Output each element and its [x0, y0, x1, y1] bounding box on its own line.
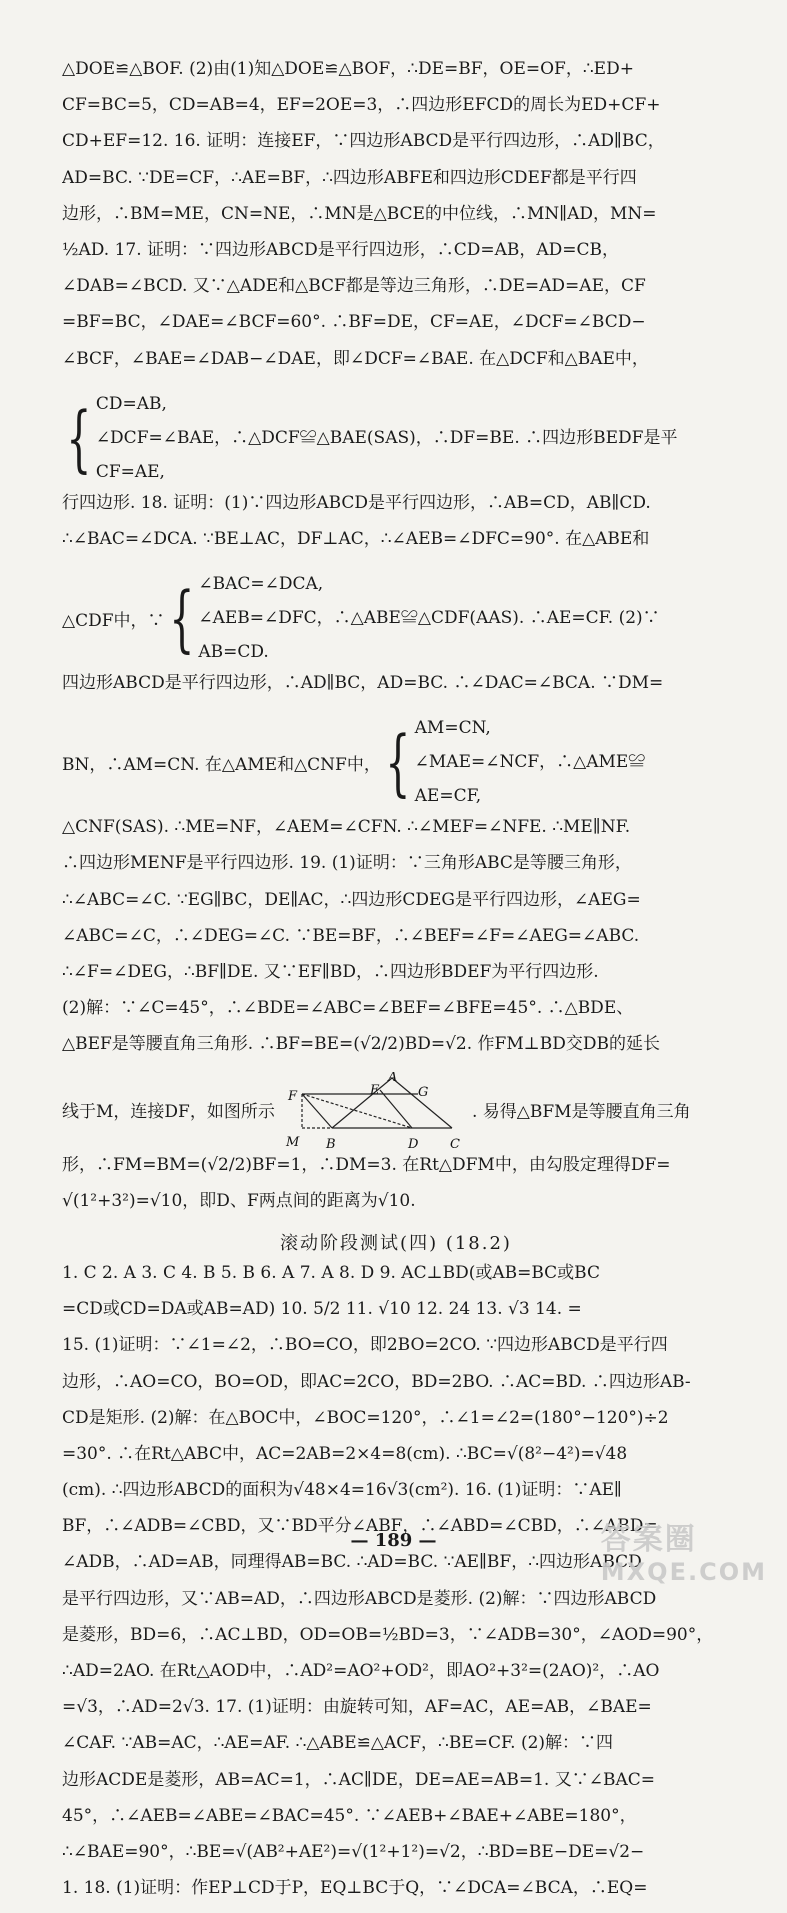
- brace-lines: [96, 387, 678, 489]
- page-number: — 189 —: [350, 1530, 437, 1551]
- text-line: ∴∠ABC=∠C. ∵EG∥BC，DE∥AC，∴四边形CDEG是平行四边形，∠AEG=: [62, 889, 641, 910]
- text-line: ∠CAF. ∵AB=AC，∴AE=AF. ∴△ABE≌△ACF，∴BE=CF. (2)解：∵四: [62, 1733, 614, 1754]
- watermark-en: MXQE.COM: [600, 1558, 767, 1586]
- text-line: =BF=BC，∠DAE=∠BCF=60°. ∴BF=DE，CF=AE，∠DCF=∠BCD−: [62, 312, 646, 333]
- watermark-cn: 答案圈: [600, 1522, 697, 1557]
- text-line: △DOE≌△BOF. (2)由(1)知△DOE≌△BOF，∴DE=BF，OE=OF，∴ED+: [62, 59, 634, 79]
- figure-point-label: F: [288, 1088, 298, 1104]
- text-line: ∠DAB=∠BCD. 又∵△ADE和△BCF都是等边三角形，∴DE=AD=AE，CF: [62, 276, 646, 297]
- text-line: 形，∴FM=BM=(√2/2)BF=1，∴DM=3. 在Rt△DFM中，由勾股定理得DF=: [62, 1154, 671, 1175]
- brace-line: ∠MAE=∠NCF，∴△AME≌: [414, 752, 646, 773]
- text-line: ∴∠F=∠DEG，∴BF∥DE. 又∵EF∥BD，∴四边形BDEF为平行四边形.: [62, 962, 599, 982]
- brace-prefix: △CDF中，∵: [62, 610, 165, 631]
- text-line: 45°，∴∠AEB=∠ABE=∠BAC=45°. ∵∠AEB+∠BAE+∠ABE=180°，: [62, 1805, 637, 1826]
- text-line: ½AD. 17. 证明：∵四边形ABCD是平行四边形，∴CD=AB，AD=CB，: [62, 239, 620, 260]
- text-line: 边形，∴BM=ME，CN=NE，∴MN是△BCE的中位线，∴MN∥AD，MN=: [62, 203, 657, 224]
- figure-point-label: G: [418, 1084, 429, 1100]
- text-line: =√3，∴AD=2√3. 17. (1)证明：由旋转可知，AF=AC，AE=AB，∠BAE=: [62, 1697, 652, 1718]
- figure-point-label: M: [286, 1134, 300, 1150]
- paragraph-block-2: [62, 492, 730, 564]
- equation-system-3: [62, 708, 730, 816]
- brace-line: ∠AEB=∠DFC，∴△ABE≌△CDF(AAS). ∴AE=CF. (2)∵: [198, 608, 660, 629]
- figure-line: [62, 1070, 730, 1154]
- text-line: AD=BC. ∵DE=CF，∴AE=BF，∴四边形ABFE和四边形CDEF都是平行四: [62, 167, 637, 188]
- equation-system-1: [62, 384, 730, 492]
- text-line: =30°. ∴在Rt△ABC中，AC=2AB=2×4=8(cm). ∴BC=√(8²−4²)=√48: [62, 1443, 628, 1464]
- text-line: ∠ADB，∴AD=AB，同理得AB=BC. ∴AD=BC. ∵AE∥BF，∴四边形ABCD: [62, 1552, 642, 1573]
- text-line: CF=BC=5，CD=AB=4，EF=2OE=3，∴四边形EFCD的周长为ED+CF+: [62, 95, 661, 116]
- paragraph-block-1: [62, 58, 730, 384]
- left-brace: {: [168, 576, 195, 661]
- answer-page: [62, 58, 730, 1913]
- paragraph-block-3: [62, 672, 730, 708]
- text-line: 15. (1)证明：∵∠1=∠2，∴BO=CO，即2BO=2CO. ∵四边形ABCD是平行四: [62, 1335, 668, 1356]
- text-line: △BEF是等腰直角三角形. ∴BF=BE=(√2/2)BD=√2. 作FM⊥BD交DB的延长: [62, 1034, 660, 1055]
- figure-point-label: C: [450, 1136, 460, 1152]
- text-line: ∴AD=2AO. 在Rt△AOD中，∴AD²=AO²+OD²，即AO²+3²=(2AO)²，∴AO: [62, 1661, 660, 1681]
- text-line: △CNF(SAS). ∴ME=NF，∠AEM=∠CFN. ∴∠MEF=∠NFE. ∴ME∥NF.: [62, 817, 631, 838]
- watermark-logo: [601, 1514, 767, 1586]
- text-line: 是平行四边形，又∵AB=AD，∴四边形ABCD是菱形. (2)解：∵四边形ABCD: [62, 1588, 657, 1609]
- text-line: ∴∠BAE=90°，∴BE=√(AB²+AE²)=√(1²+1²)=√2，∴BD=BE−DE=√2−: [62, 1841, 645, 1862]
- figure-point-label: A: [388, 1071, 398, 1085]
- figure-point-label: D: [408, 1136, 419, 1152]
- equation-system-2: [62, 564, 730, 672]
- section-heading: 滚动阶段测试(四) (18.2): [280, 1232, 512, 1254]
- paragraph-block-5: [62, 1154, 730, 1226]
- text-line: ∴四边形MENF是平行四边形. 19. (1)证明：∵三角形ABC是等腰三角形，: [62, 853, 632, 874]
- text-line: ∠BCF，∠BAE=∠DAB−∠DAE，即∠DCF=∠BAE. 在△DCF和△BAE中，: [62, 348, 649, 369]
- brace-line: CD=AB,: [95, 393, 167, 414]
- geometry-figure: [284, 1072, 464, 1152]
- left-brace: {: [385, 720, 411, 805]
- figure-point-label: B: [326, 1136, 336, 1152]
- text-line: 1. 18. (1)证明：作EP⊥CD于P，EQ⊥BC于Q，∵∠DCA=∠BCA，∴EQ=: [62, 1878, 648, 1899]
- brace-line: AM=CN,: [414, 718, 491, 739]
- figure-caption-right: . 易得△BFM是等腰直角三角: [472, 1101, 691, 1122]
- text-line: 是菱形，BD=6，∴AC⊥BD，OD=OB=½BD=3，∵∠ADB=30°，∠AOD=90°，: [62, 1624, 714, 1645]
- text-line: 行四边形. 18. 证明：(1)∵四边形ABCD是平行四边形，∴AB=CD，AB∥CD.: [62, 492, 651, 513]
- figure-caption-left: 线于M，连接DF，如图所示: [62, 1101, 275, 1122]
- text-line: CD是矩形. (2)解：在△BOC中，∠BOC=120°，∴∠1=∠2=(180°−120°)÷2: [62, 1407, 669, 1428]
- brace-line: AE=CF,: [414, 786, 482, 807]
- text-line: 边形，∴AO=CO，BO=OD，即AC=2CO，BD=2BO. ∴AC=BD. ∴四边形AB-: [62, 1371, 691, 1392]
- text-line: 四边形ABCD是平行四边形，∴AD∥BC，AD=BC. ∴∠DAC=∠BCA. ∵DM=: [62, 673, 664, 694]
- brace-lines: [198, 567, 659, 669]
- text-line: CD+EF=12. 16. 证明：连接EF，∵四边形ABCD是平行四边形，∴AD∥BC，: [62, 131, 665, 152]
- brace-line: ∠DCF=∠BAE，∴△DCF≌△BAE(SAS)，∴DF=BE. ∴四边形BEDF是平: [95, 427, 678, 448]
- text-line: ∴∠BAC=∠DCA. ∵BE⊥AC，DF⊥AC，∴∠AEB=∠DFC=90°. 在△ABE和: [62, 528, 650, 549]
- text-line: 边形ACDE是菱形，AB=AC=1，∴AC∥DE，DE=AE=AB=1. 又∵∠BAC=: [62, 1769, 655, 1790]
- text-line: 1. C 2. A 3. C 4. B 5. B 6. A 7. A 8. D 9. AC⊥BD(或AB=BC或BC: [62, 1262, 600, 1283]
- text-line: =CD或CD=DA或AB=AD) 10. 5/2 11. √10 12. 24 13. √3 14. =: [62, 1299, 582, 1320]
- text-line: (2)解：∵∠C=45°，∴∠BDE=∠ABC=∠BEF=∠BFE=45°. ∴△BDE、: [62, 998, 634, 1019]
- brace-prefix: BN，∴AM=CN. 在△AME和△CNF中，: [62, 754, 381, 775]
- brace-line: CF=AE,: [95, 461, 165, 482]
- brace-line: ∠BAC=∠DCA,: [198, 574, 324, 595]
- paragraph-block-4: [62, 816, 730, 1069]
- figure-point-label: E: [370, 1082, 380, 1098]
- text-line: (cm). ∴四边形ABCD的面积为√48×4=16√3(cm²). 16. (1)证明：∵AE∥: [62, 1480, 622, 1501]
- brace-line: AB=CD.: [198, 642, 269, 663]
- brace-lines: [415, 711, 646, 813]
- paragraph-block-6: [62, 1262, 730, 1913]
- text-line: ∠ABC=∠C，∴∠DEG=∠C. ∵BE=BF，∴∠BEF=∠F=∠AEG=∠ABC.: [62, 925, 640, 946]
- text-line: BF，∴∠ADB=∠CBD，又∵BD平分∠ABF，∴∠ABD=∠CBD，∴∠ABD=: [62, 1516, 658, 1537]
- left-brace: {: [66, 395, 92, 480]
- text-line: √(1²+3²)=√10，即D、F两点间的距离为√10.: [62, 1190, 416, 1211]
